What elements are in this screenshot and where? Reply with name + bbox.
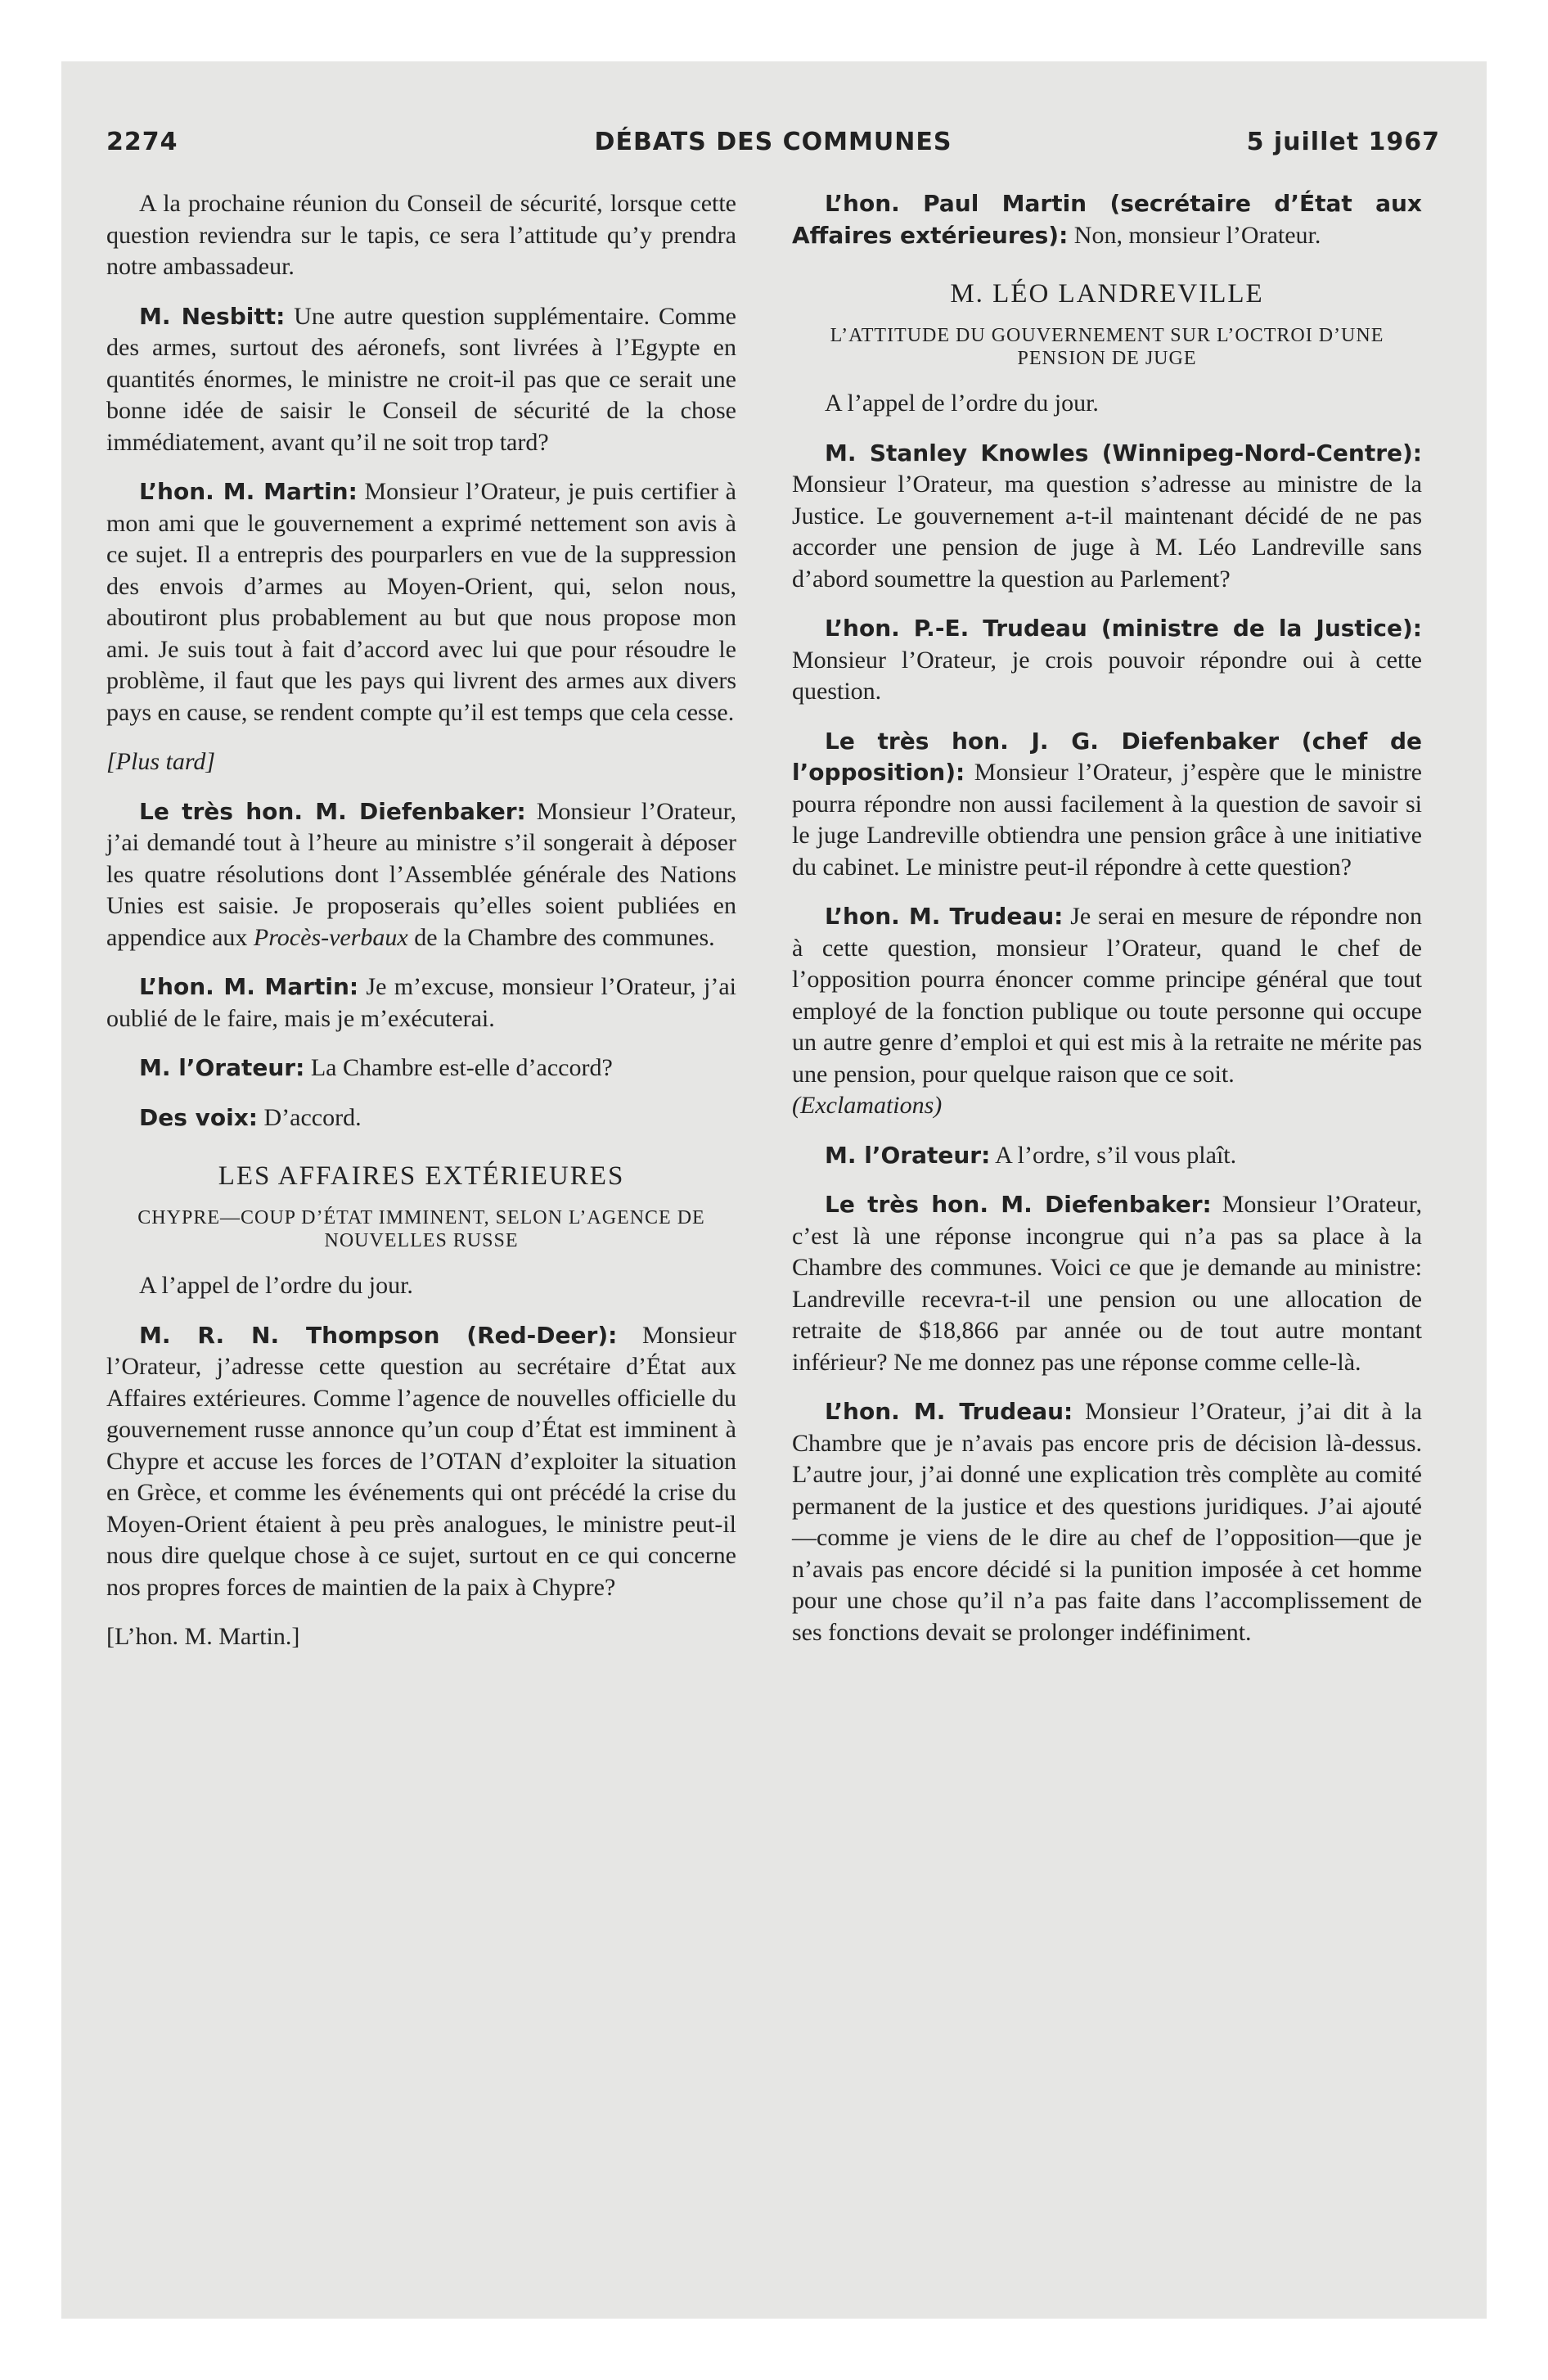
speaker-name: Le très hon. M. Diefenbaker: xyxy=(139,797,526,825)
speech-text: Monsieur l’Orateur, j’ai demandé tout à l’heure au ministre s’il songerait à déposer les quatre résolutions dont l’Assemblée générale des Nations Unies est saisie. Je proposerais qu’elles soient publiées en appendice aux xyxy=(106,797,736,951)
speech-paragraph xyxy=(792,901,1422,1090)
paragraph: A la prochaine réunion du Conseil de sécurité, lorsque cette question reviendra sur le tapis, ce sera l’attitude qu’y prendra notre ambassadeur. xyxy=(106,190,736,280)
right-column xyxy=(792,188,1422,1666)
speech-paragraph xyxy=(106,1320,736,1604)
speaker-name: M. Stanley Knowles (Winnipeg-Nord-Centre): xyxy=(825,439,1422,467)
speech-paragraph xyxy=(106,476,736,728)
page-header xyxy=(106,123,1440,165)
speech-paragraph xyxy=(792,726,1422,884)
section-heading: M. LÉO LANDREVILLE xyxy=(950,279,1264,309)
paragraph: A l’appel de l’ordre du jour. xyxy=(825,390,1099,417)
speech-paragraph xyxy=(792,1140,1422,1172)
left-column xyxy=(106,188,736,1671)
speech-text: D’accord. xyxy=(258,1103,362,1131)
speech-text: A l’ordre, s’il vous plaît. xyxy=(990,1141,1237,1169)
speech-text: Monsieur l’Orateur, je crois pouvoir répondre oui à cette question. xyxy=(792,646,1422,705)
italic-title: Procès-verbaux xyxy=(253,923,408,951)
speaker-name: L’hon. M. Trudeau: xyxy=(825,903,1064,930)
subsection-heading: CHYPRE—COUP D’ÉTAT IMMINENT, SELON L’AGENCE DE NOUVELLES RUSSE xyxy=(137,1207,705,1251)
speech-paragraph xyxy=(792,1189,1422,1378)
speech-paragraph xyxy=(792,188,1422,251)
page-number: 2274 xyxy=(106,128,178,156)
speech-text: Monsieur l’Orateur, j’ai dit à la Chambre que je n’avais pas encore pris de décision là-dessus. L’autre jour, j’ai donné une explication très complète au comité permanent de la justice et des questions juridiques. J’ai ajouté—comme je viens de le dire au chef de l’opposition—que je n’avais pas encore décidé si la punition imposée à cet homme pour une chose qu’il n’a pas faite dans l’accomplissement de ses fonctions devait se prolonger indéfiniment. xyxy=(792,1398,1422,1646)
speech-text: Une autre question supplémentaire. Comme des armes, surtout des aéronefs, sont livrées à l’Egypte en quantités énormes, le ministre ne croit-il pas que ce serait une bonne idée de saisir le Conseil de sécurité de la chose immédiatement, avant qu’il ne soit trop tard? xyxy=(106,302,736,456)
speech-paragraph xyxy=(792,1396,1422,1648)
speech-text: Monsieur l’Orateur, j’adresse cette question au secrétaire d’État aux Affaires extérieures. Comme l’agence de nouvelles officielle du gouvernement russe annonce qu’un coup d’État est imminent à Chypre et accuse les forces de l’OTAN d’exploiter la situation en Grèce, et comme les événements qui ont précédé la crise du Moyen-Orient étaient à peu près analogues, le ministre peut-il nous dire quelque chose à ce sujet, surtout en ce qui concerne nos propres forces de maintien de la paix à Chypre? xyxy=(106,1321,736,1601)
speech-paragraph xyxy=(106,796,736,954)
speech-text: de la Chambre des communes. xyxy=(407,923,715,951)
speaker-name: L’hon. M. Martin: xyxy=(139,973,359,1000)
speech-paragraph xyxy=(792,613,1422,708)
speaker-name: L’hon. Paul Martin (secrétaire d’État aux Affaires extérieures): xyxy=(792,190,1422,249)
document-page xyxy=(106,123,1440,1650)
paragraph: A l’appel de l’ordre du jour. xyxy=(139,1272,413,1299)
speaker-name: M. l’Orateur: xyxy=(139,1054,305,1081)
speech-text: Monsieur l’Orateur, je puis certifier à mon ami que le gouvernement a exprimé nettement son avis à ce sujet. Il a entrepris des pourparlers en vue de la suppression des envois d’armes au Moyen-Orient, qui, selon nous, aboutiront plus probablement au but que nous propose mon ami. Je suis tout à fait d’accord avec lui que pour résoudre le problème, il faut que les pays qui livrent des armes aux divers pays en cause, se rendent compte qu’il est temps que cela cesse. xyxy=(106,478,736,726)
speech-text: Monsieur l’Orateur, j’espère que le ministre pourra répondre non aussi facilement à la question de savoir si le juge Landreville obtiendra une pension grâce à une initiative du cabinet. Le ministre peut-il répondre à cette question? xyxy=(792,759,1422,881)
speech-text: Je serai en mesure de répondre non à cette question, monsieur l’Orateur, quand le chef de l’opposition pourra énoncer comme principe général que tout employé de la fonction publique ou toute personne qui occupe un autre genre d’emploi et qui est mis à la retraite ne mérite pas une pension, pour quelque raison que ce soit. xyxy=(792,903,1422,1088)
speech-text: Monsieur l’Orateur, ma question s’adresse au ministre de la Justice. Le gouvernement a-t-il maintenant décidé de ne pas accorder une pension de juge à M. Léo Landreville sans d’abord soumettre la question au Parlement? xyxy=(792,471,1422,593)
speech-text: Non, monsieur l’Orateur. xyxy=(1068,221,1321,249)
speaker-name: L’hon. M. Martin: xyxy=(139,478,358,505)
section-heading: LES AFFAIRES EXTÉRIEURES xyxy=(218,1161,625,1191)
subsection-heading: L’ATTITUDE DU GOUVERNEMENT SUR L’OCTROI D’UNE PENSION DE JUGE xyxy=(830,325,1384,369)
interjection: [Plus tard] xyxy=(106,748,216,775)
speaker-name: Le très hon. M. Diefenbaker: xyxy=(825,1191,1212,1218)
speaker-name: M. Nesbitt: xyxy=(139,302,286,330)
speaker-name: Des voix: xyxy=(139,1103,258,1131)
speaker-name: L’hon. P.-E. Trudeau (ministre de la Justice): xyxy=(825,615,1422,642)
speaker-name: M. R. N. Thompson (Red-Deer): xyxy=(139,1321,618,1349)
interjection: (Exclamations) xyxy=(792,1092,943,1119)
speech-paragraph xyxy=(106,1102,736,1134)
speech-text: La Chambre est-elle d’accord? xyxy=(304,1054,613,1081)
speaker-name: L’hon. M. Trudeau: xyxy=(825,1398,1073,1425)
speech-paragraph xyxy=(106,301,736,459)
speech-text: Je m’excuse, monsieur l’Orateur, j’ai oublié de le faire, mais je m’exécuterai. xyxy=(106,973,736,1032)
speech-paragraph xyxy=(106,1053,736,1084)
footer-note: [L’hon. M. Martin.] xyxy=(106,1623,300,1650)
speech-paragraph xyxy=(792,438,1422,596)
speech-text: Monsieur l’Orateur, c’est là une réponse incongrue qui n’a pas sa place à la Chambre des communes. Voici ce que je demande au ministre: Landreville recevra-t-il une pension ou une allocation de retraite de $18,866 par année ou de tout autre montant inférieur? Ne me donnez pas une réponse comme celle-là. xyxy=(792,1191,1422,1376)
speaker-name: M. l’Orateur: xyxy=(825,1141,991,1169)
speaker-name: Le très hon. J. G. Diefenbaker (chef de l’opposition): xyxy=(792,727,1422,786)
speech-paragraph xyxy=(106,971,736,1034)
session-date: 5 juillet 1967 xyxy=(1246,128,1440,156)
publication-title: DÉBATS DES COMMUNES xyxy=(594,128,952,156)
